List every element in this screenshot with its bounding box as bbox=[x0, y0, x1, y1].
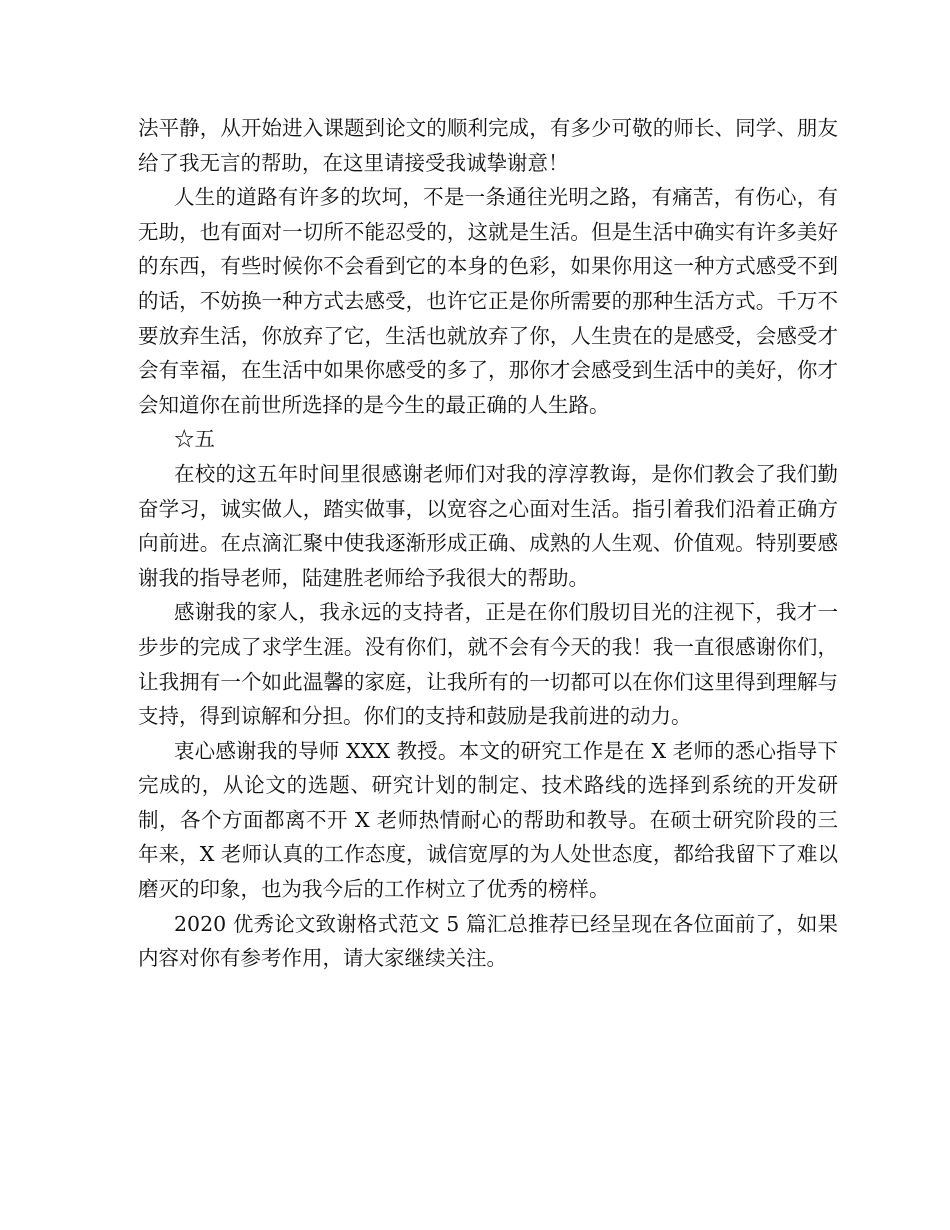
paragraph-advisor: 衷心感谢我的导师 XXX 教授。本文的研究工作是在 X 老师的悉心指导下完成的，从论文的选题、研究计划的制定、技术路线的选择到系统的开发研制，各个方面都离不开 X 老师热情耐心的帮助和教导。在硕士研究阶段的三年来，X 老师认真的工作态度，诚信宽厚的为人处世态度，都给我留下了难以磨灭的印象，也为我今后的工作树立了优秀的榜样。 bbox=[138, 738, 838, 902]
star-icon: ☆ bbox=[174, 427, 195, 452]
paragraph-life-road: 人生的道路有许多的坎坷，不是一条通往光明之路，有痛苦，有伤心，有无助，也有面对一切所不能忍受的，这就是生活。但是生活中确实有许多美好的东西，有些时候你不会看到它的本身的色彩，如果你用这一种方式感受不到的话，不妨换一种方式去感受，也许它正是你所需要的那种生活方式。千万不要放弃生活，你放弃了它，生活也就放弃了你，人生贵在的是感受，会感受才会有幸福，在生活中如果你感受的多了，那你才会感受到生活中的美好，你才会知道你在前世所选择的是今生的最正确的人生路。 bbox=[138, 185, 838, 417]
paragraph-continued: 法平静，从开始进入课题到论文的顺利完成，有多少可敬的师长、同学、朋友给了我无言的帮助，在这里请接受我诚挚谢意！ bbox=[138, 116, 838, 175]
paragraph-closing: 2020 优秀论文致谢格式范文 5 篇汇总推荐已经呈现在各位面前了，如果内容对你有参考作用，请大家继续关注。 bbox=[138, 911, 838, 971]
section-heading bbox=[138, 422, 838, 457]
paragraph-family: 感谢我的家人，我永远的支持者，正是在你们殷切目光的注视下，我才一步步的完成了求学生涯。没有你们，就不会有今天的我！我一直很感谢你们，让我拥有一个如此温馨的家庭，让我所有的一切都可以在你们这里得到理解与支持，得到谅解和分担。你们的支持和鼓励是我前进的动力。 bbox=[138, 600, 838, 729]
section-heading-label: 五 bbox=[194, 427, 215, 452]
document-body bbox=[138, 111, 838, 976]
paragraph-teachers: 在校的这五年时间里很感谢老师们对我的淳淳教诲，是你们教会了我们勤奋学习，诚实做人，踏实做事，以宽容之心面对生活。指引着我们沿着正确方向前进。在点滴汇聚中使我逐渐形成正确、成熟的人生观、价值观。特别要感谢我的指导老师，陆建胜老师给予我很大的帮助。 bbox=[138, 461, 838, 590]
